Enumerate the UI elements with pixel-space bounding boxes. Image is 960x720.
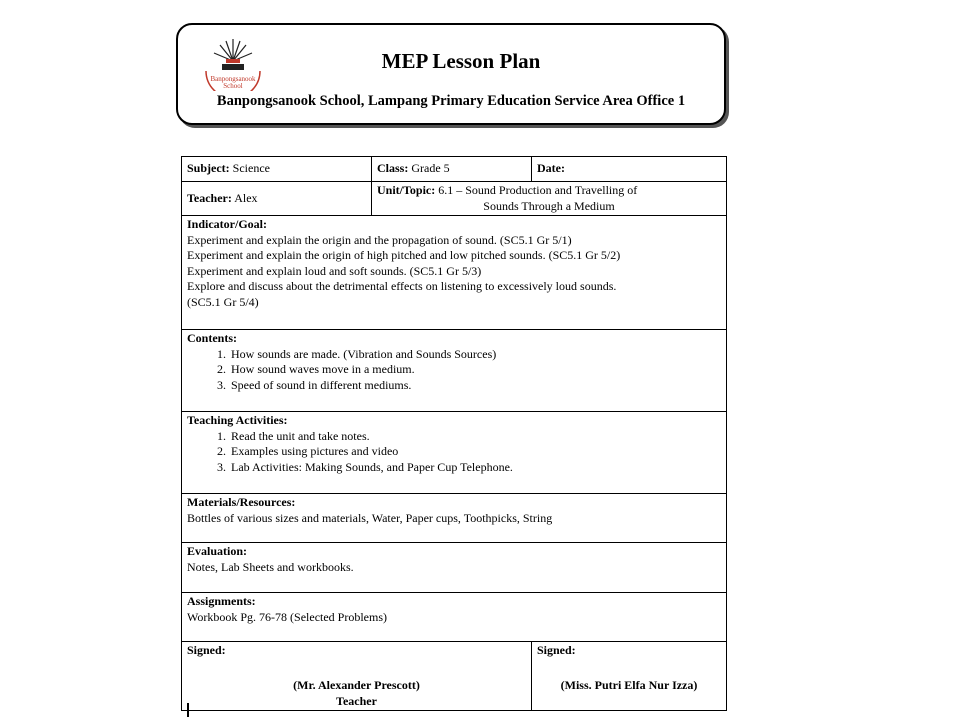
activities-label: Teaching Activities: [187, 413, 288, 427]
signature-left-cell [182, 642, 532, 711]
row-materials [182, 494, 727, 543]
indicator-cell [182, 216, 727, 330]
subject-cell [182, 157, 372, 182]
unit-label: Unit/Topic: [377, 183, 436, 197]
indicator-line: Experiment and explain the origin and the propagation of sound. (SC5.1 Gr 5/1) [187, 232, 572, 247]
activities-cell [182, 412, 727, 494]
contents-label: Contents: [187, 331, 237, 345]
indicator-line: Experiment and explain the origin of high pitched and low pitched sounds. (SC5.1 Gr 5/2) [187, 248, 621, 262]
assignments-label: Assignments: [187, 594, 256, 608]
class-cell [372, 157, 532, 182]
class-label: Class: [377, 161, 409, 176]
lesson-plan-table [181, 156, 727, 711]
teacher-value: Alex [231, 190, 258, 205]
row-teacher [182, 182, 727, 216]
signature-right-name: (Miss. Putri Elfa Nur Izza) [560, 677, 698, 692]
indicator-line: Experiment and explain loud and soft sounds. (SC5.1 Gr 5/3) [187, 263, 482, 278]
signature-right-cell [532, 642, 727, 711]
teacher-cell [182, 182, 372, 216]
indicator-label: Indicator/Goal: [187, 217, 267, 231]
subject-value: Science [229, 161, 270, 176]
class-value: Grade 5 [408, 161, 450, 176]
school-subtitle: Banpongsanook School, Lampang Primary Education Service Area Office 1 [216, 93, 686, 109]
date-label: Date: [537, 161, 565, 176]
indicator-line: (SC5.1 Gr 5/4) [187, 294, 259, 309]
activities-list [187, 429, 721, 476]
indicator-line: Explore and discuss about the detrimental effects on listening to excessively loud sounds. [187, 279, 617, 293]
svg-text:Banpongsanook: Banpongsanook [210, 75, 256, 83]
row-activities [182, 412, 727, 494]
list-item: 2. How sound waves move in a medium. [229, 362, 721, 378]
signed-label-left: Signed: [187, 643, 226, 657]
row-subject [182, 157, 727, 182]
contents-cell [182, 330, 727, 412]
contents-list [187, 347, 721, 394]
evaluation-label: Evaluation: [187, 544, 248, 558]
evaluation-text: Notes, Lab Sheets and workbooks. [187, 559, 354, 574]
materials-label: Materials/Resources: [187, 495, 296, 509]
row-contents [182, 330, 727, 412]
list-item: 3. Speed of sound in different mediums. [229, 378, 721, 394]
list-item: 1. Read the unit and take notes. [229, 429, 721, 445]
materials-text: Bottles of various sizes and materials, Water, Paper cups, Toothpicks, String [187, 510, 553, 525]
svg-text:School: School [223, 82, 243, 90]
materials-cell [182, 494, 727, 543]
unit-value-line2: Sounds Through a Medium [483, 198, 615, 213]
row-assignments [182, 593, 727, 642]
assignments-text: Workbook Pg. 76-78 (Selected Problems) [187, 609, 388, 624]
teacher-label: Teacher: [187, 190, 232, 205]
subject-label: Subject: [187, 161, 230, 176]
row-evaluation [182, 543, 727, 593]
list-item: 1. How sounds are made. (Vibration and Sounds Sources) [229, 347, 721, 363]
signature-left [187, 677, 526, 709]
row-signatures [182, 642, 727, 711]
date-cell [532, 157, 727, 182]
list-item: 2. Examples using pictures and video [229, 444, 721, 460]
list-item: 3. Lab Activities: Making Sounds, and Paper Cup Telephone. [229, 460, 721, 476]
signed-label-right: Signed: [537, 643, 576, 657]
text-cursor [187, 703, 189, 717]
row-indicator [182, 216, 727, 330]
signature-left-name: (Mr. Alexander Prescott) [293, 677, 420, 692]
assignments-cell [182, 593, 727, 642]
evaluation-cell [182, 543, 727, 593]
unit-cell [372, 182, 727, 216]
header-box [176, 23, 726, 125]
unit-value: 6.1 – Sound Production and Travelling of [435, 183, 638, 197]
signature-left-role: Teacher [336, 693, 377, 708]
signature-right [537, 677, 721, 693]
page-title: MEP Lesson Plan [381, 49, 541, 73]
